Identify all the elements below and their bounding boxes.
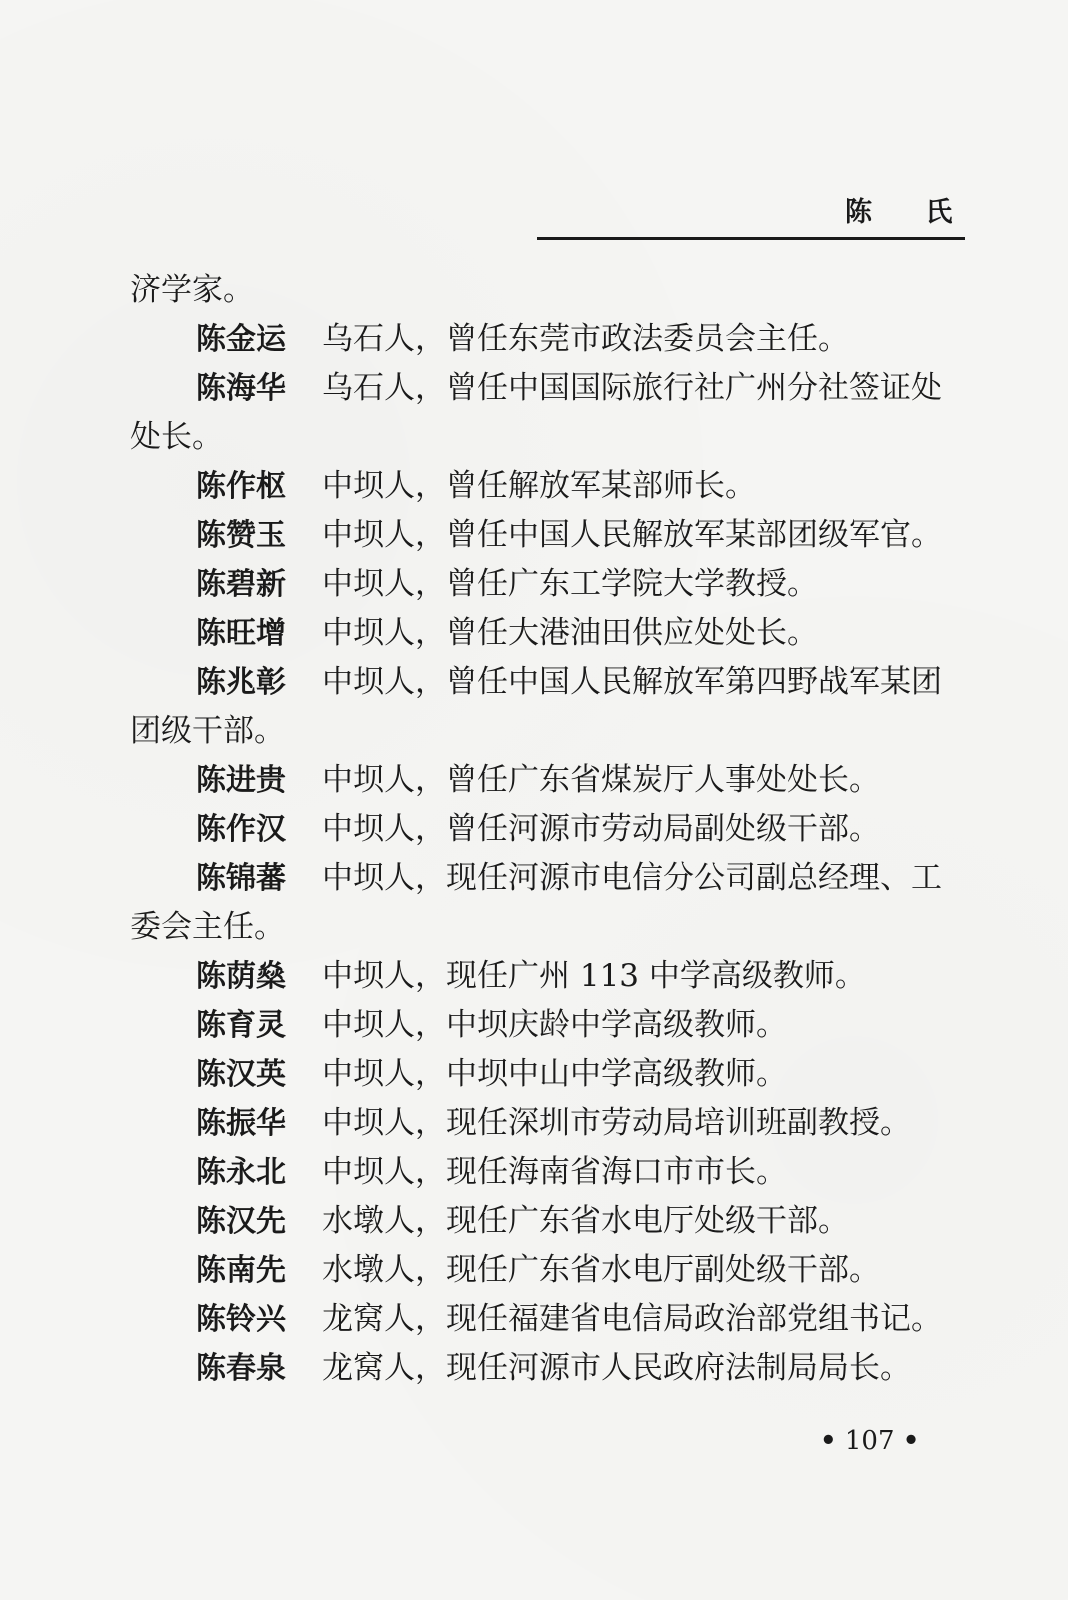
person-name: 陈进贵 xyxy=(196,763,286,798)
page-number-footer xyxy=(820,1426,919,1456)
list-item xyxy=(130,658,970,707)
entry-text: 龙窝人，现任河源市人民政府法制局局长。 xyxy=(322,1350,911,1386)
bullet-dot-right: • xyxy=(902,1426,920,1456)
list-item xyxy=(130,1001,970,1050)
person-name: 陈振华 xyxy=(196,1106,286,1141)
person-name: 陈海华 xyxy=(196,371,286,406)
list-item xyxy=(130,511,970,560)
entry-text: 中坝人，现任河源市电信分公司副总经理、工 xyxy=(322,860,942,896)
entry-text: 中坝人，现任海南省海口市市长。 xyxy=(322,1154,787,1190)
entry-text: 中坝人，曾任大港油田供应处处长。 xyxy=(322,615,818,651)
person-name: 陈锦蕃 xyxy=(196,861,286,896)
person-name: 陈金运 xyxy=(196,322,286,357)
list-item xyxy=(130,1197,970,1246)
person-name: 陈南先 xyxy=(196,1253,286,1288)
list-item xyxy=(130,756,970,805)
text-line xyxy=(130,903,970,952)
list-item xyxy=(130,315,970,364)
person-name: 陈作枢 xyxy=(196,469,286,504)
entry-text: 中坝人，现任广州 113 中学高级教师。 xyxy=(322,958,866,994)
person-name: 陈荫燊 xyxy=(196,959,286,994)
list-item xyxy=(130,1295,970,1344)
list-item xyxy=(130,1246,970,1295)
list-item xyxy=(130,952,970,1001)
entry-text: 中坝人，曾任中国人民解放军第四野战军某团 xyxy=(322,664,942,700)
person-name: 陈育灵 xyxy=(196,1008,286,1043)
entry-text: 乌石人，曾任中国国际旅行社广州分社签证处 xyxy=(322,370,942,406)
person-name: 陈汉先 xyxy=(196,1204,286,1239)
entry-text: 水墩人，现任广东省水电厅处级干部。 xyxy=(322,1203,849,1239)
entry-text: 济学家。 xyxy=(130,272,254,308)
list-item xyxy=(130,1344,970,1393)
list-item xyxy=(130,854,970,903)
entry-text: 中坝人，曾任解放军某部师长。 xyxy=(322,468,756,504)
list-item xyxy=(130,609,970,658)
entry-text: 中坝人，中坝庆龄中学高级教师。 xyxy=(322,1007,787,1043)
text-line xyxy=(130,266,970,315)
entry-text: 中坝人，曾任中国人民解放军某部团级军官。 xyxy=(322,517,942,553)
header-rule xyxy=(537,237,965,240)
running-head-title: 陈 氏 xyxy=(845,197,975,228)
entry-text: 水墩人，现任广东省水电厅副处级干部。 xyxy=(322,1252,880,1288)
list-item xyxy=(130,805,970,854)
text-line xyxy=(130,707,970,756)
person-name: 陈铃兴 xyxy=(196,1302,286,1337)
entry-text: 中坝人，中坝中山中学高级教师。 xyxy=(322,1056,787,1092)
bullet-dot-left: • xyxy=(820,1426,837,1456)
entry-text: 龙窝人，现任福建省电信局政治部党组书记。 xyxy=(322,1301,942,1337)
entry-text: 中坝人，曾任广东工学院大学教授。 xyxy=(322,566,818,602)
person-name: 陈春泉 xyxy=(196,1351,286,1386)
text-line xyxy=(130,413,970,462)
entry-text: 处长。 xyxy=(130,419,223,455)
list-item xyxy=(130,462,970,511)
list-item xyxy=(130,1099,970,1148)
entry-text: 中坝人，现任深圳市劳动局培训班副教授。 xyxy=(322,1105,911,1141)
entry-text: 乌石人，曾任东莞市政法委员会主任。 xyxy=(322,321,849,357)
list-item xyxy=(130,364,970,413)
list-item xyxy=(130,560,970,609)
entry-text: 中坝人，曾任广东省煤炭厅人事处处长。 xyxy=(322,762,880,798)
person-name: 陈兆彰 xyxy=(196,665,286,700)
list-item xyxy=(130,1148,970,1197)
list-item xyxy=(130,1050,970,1099)
person-name: 陈赞玉 xyxy=(196,518,286,553)
entry-text: 中坝人，曾任河源市劳动局副处级干部。 xyxy=(322,811,880,847)
body-text xyxy=(130,266,970,1393)
person-name: 陈作汉 xyxy=(196,812,286,847)
person-name: 陈永北 xyxy=(196,1155,286,1190)
page-number: 107 xyxy=(844,1426,895,1456)
person-name: 陈汉英 xyxy=(196,1057,286,1092)
person-name: 陈碧新 xyxy=(196,567,286,602)
entry-text: 团级干部。 xyxy=(130,713,285,749)
entry-text: 委会主任。 xyxy=(130,909,285,945)
person-name: 陈旺增 xyxy=(196,616,286,651)
